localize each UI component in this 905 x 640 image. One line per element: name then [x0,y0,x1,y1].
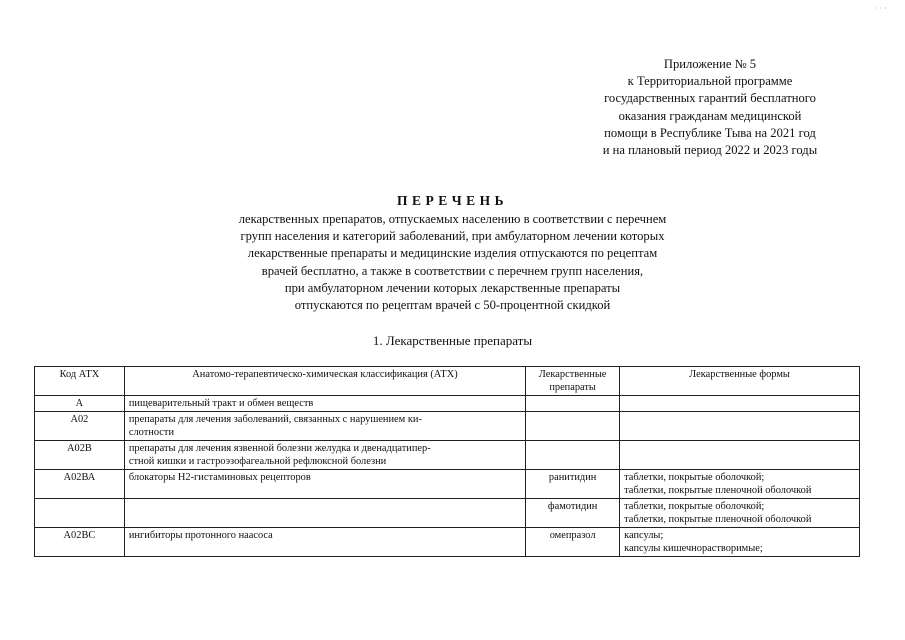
form-line: таблетки, покрытые оболочкой; [624,501,765,512]
cell-classification [124,528,525,557]
classification-line: слотности [128,427,174,438]
form-line: таблетки, покрытые пленочной оболочкой [624,514,812,525]
cell-drug: омепразол [526,528,620,557]
appendix-header [560,56,860,159]
cell-classification [124,470,525,499]
table-row [35,441,860,470]
cell-classification [124,412,525,441]
subtitle-line: лекарственных препаратов, отпускаемых населению в соответствии с перечнем [238,212,667,226]
cell-drug: ранитидин [526,470,620,499]
document-title: ПЕРЕЧЕНЬ [396,193,509,208]
cell-forms [620,441,860,470]
subtitle-line: лекарственные препараты и медицинские изделия отпускаются по рецептам [247,246,658,261]
table-row [35,499,860,528]
cell-drug [526,441,620,470]
cell-code: А02ВА [35,470,125,499]
header-forms: Лекарственные формы [620,367,860,396]
cell-code: А02В [35,441,125,470]
table-row [35,528,860,557]
cell-classification [124,396,525,412]
header-classification: Анатомо-терапевтическо-химическая классификация (АТХ) [124,367,525,396]
document-subtitle [0,211,905,314]
classification-line: блокаторы Н2-гистаминовых рецепторов [128,472,311,483]
form-line: таблетки, покрытые оболочкой; [624,472,765,483]
form-line: капсулы; [624,530,664,541]
cell-forms [620,412,860,441]
cell-drug [526,396,620,412]
subtitle-line: групп населения и категорий заболеваний, при амбулаторном лечении которых [240,229,665,244]
table-header-row [35,367,860,396]
appendix-line: и на плановый период 2022 и 2023 годы [602,143,818,158]
cell-drug [526,412,620,441]
table-row [35,396,860,412]
header-code: Код АТХ [35,367,125,396]
classification-line: пищеварительный тракт и обмен веществ [128,398,314,409]
corner-mark: · · · [874,4,887,13]
appendix-line: государственных гарантий бесплатного [604,91,816,106]
cell-forms [620,396,860,412]
classification-line: стной кишки и гастроэзофагеальной рефлюксной болезни [128,456,387,467]
cell-code: А [35,396,125,412]
atx-table [34,366,860,557]
cell-code: А02 [35,412,125,441]
classification-line: препараты для лечения язвенной болезни желудка и двенадцатипер- [128,443,431,454]
appendix-line: Приложение № 5 [663,57,757,71]
appendix-line: помощи в Республике Тыва на 2021 год [604,125,816,140]
cell-classification [124,499,525,528]
classification-line: препараты для лечения заболеваний, связанных с нарушением ки- [128,414,422,425]
classification-line: ингибиторы протонного наасоса [128,530,273,541]
cell-forms [620,470,860,499]
table-row [35,470,860,499]
subtitle-line: при амбулаторном лечении которых лекарственные препараты [284,280,621,295]
appendix-line: оказания гражданам медицинской [618,108,802,123]
cell-forms [620,499,860,528]
header-drugs: Лекарственные препараты [526,367,620,396]
subtitle-line: отпускаются по рецептам врачей с 50-процентной скидкой [294,298,611,313]
appendix-line: к Территориальной программе [627,74,793,89]
cell-forms [620,528,860,557]
cell-classification [124,441,525,470]
section-title: 1. Лекарственные препараты [372,333,533,348]
table-row [35,412,860,441]
cell-code: А02ВС [35,528,125,557]
cell-code [35,499,125,528]
form-line: капсулы кишечнорастворимые; [624,543,763,554]
form-line: таблетки, покрытые пленочной оболочкой [624,485,812,496]
subtitle-line: врачей бесплатно, а также в соответствии с перечнем групп населения, [261,263,644,278]
cell-drug: фамотидин [526,499,620,528]
